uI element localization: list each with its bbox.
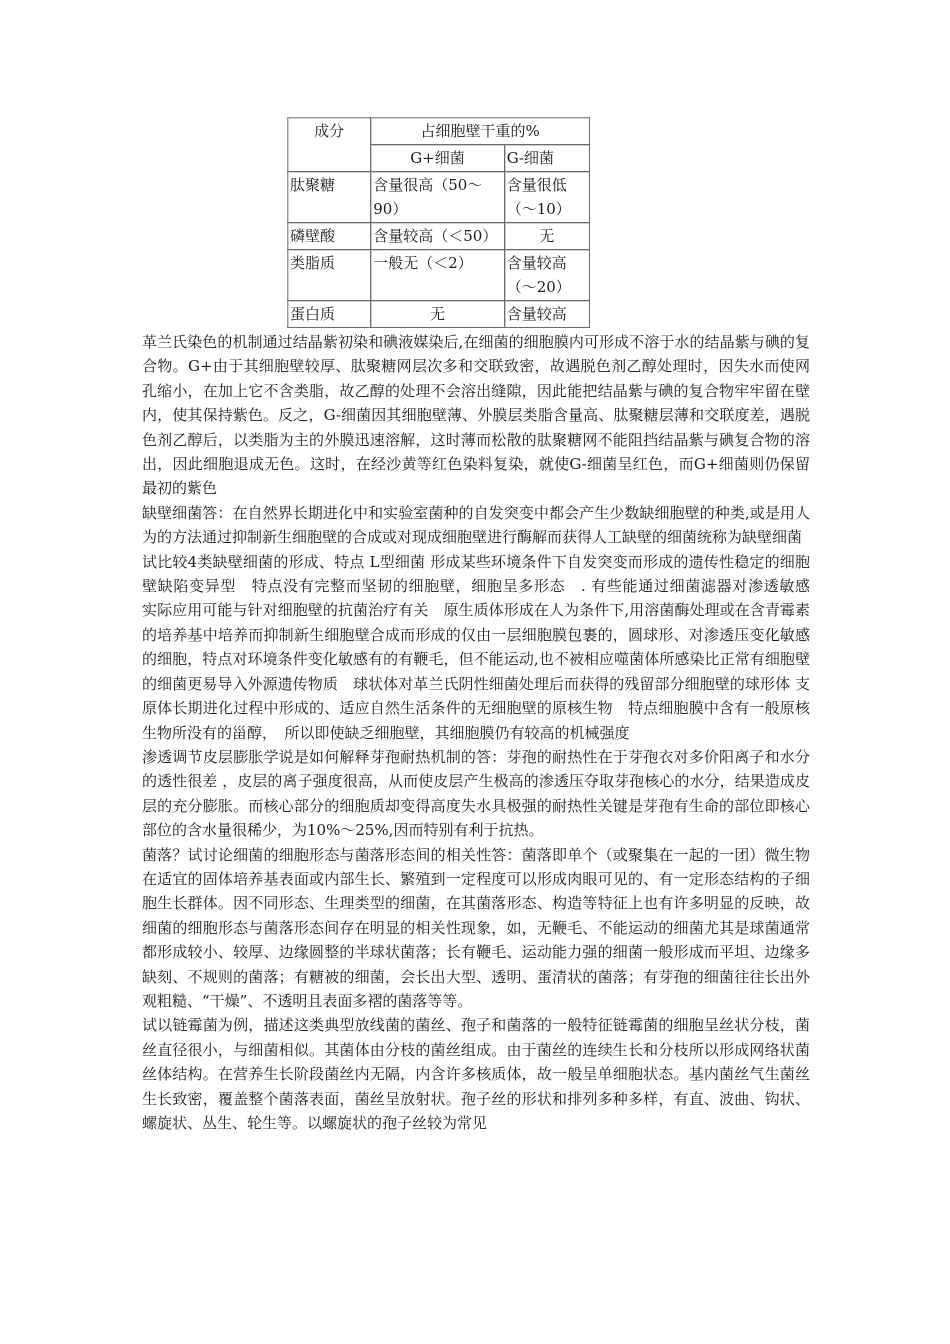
table-header-row — [288, 118, 590, 145]
paragraph-spore-heat-resistance: 渗透调节皮层膨胀学说是如何解释芽孢耐热机制的答：芽孢的耐热性在于芽孢衣对多价阳离子和水分的透性很差 ，皮层的离子强度很高，从而使皮层产生极高的渗透压夺取芽孢核心的水分，结果造成皮层的充分膨胀。而核心部分的细胞质却变得高度失水具极强的耐热性关键是芽孢有生命的部位即核心部位的含水量很稀少，为10%～25%,因而特别有利于抗热。 — [142, 747, 810, 840]
table-row — [288, 172, 590, 223]
header-component: 成分 — [288, 118, 371, 172]
table-row — [288, 301, 590, 328]
row-gneg: 含量较高 — [504, 301, 589, 328]
paragraph-cell-wall-deficient: 缺壁细菌答：在自然界长期进化中和实验室菌种的自发突变中都会产生少数缺细胞壁的种类,或是用人为的方法通过抑制新生细胞壁的合成或对现成细胞壁进行酶解而获得人工缺壁的细菌统称为缺壁细菌 — [142, 503, 810, 547]
row-gpos: 含量很高（50～90） — [371, 172, 504, 223]
row-gpos: 无 — [371, 301, 504, 328]
body-text — [142, 330, 826, 1135]
row-name: 类脂质 — [288, 250, 371, 301]
row-gpos: 含量较高（＜50） — [371, 223, 504, 250]
header-percent: 占细胞壁干重的% — [371, 118, 590, 145]
row-name: 肽聚糖 — [288, 172, 371, 223]
row-name: 蛋白质 — [288, 301, 371, 328]
row-gneg: 无 — [504, 223, 589, 250]
row-gneg: 含量很低（～10） — [504, 172, 589, 223]
paragraph-colony-morphology: 菌落？试讨论细菌的细胞形态与菌落形态间的相关性答：菌落即单个（或聚集在一起的一团）微生物在适宜的固体培养基表面或内部生长、繁殖到一定程度可以形成肉眼可见的、有一定形态结构的子细胞生长群体。因不同形态、生理类型的细菌，在其菌落形态、构造等特征上也有许多明显的反映，故细菌的细胞形态与菌落形态间存在明显的相关性现象，如，无鞭毛、不能运动的细菌尤其是球菌通常都形成较小、较厚、边缘圆整的半球状菌落；长有鞭毛、运动能力强的细菌一般形成而平坦、边缘多缺刻、不规则的菌落；有糖被的细菌，会长出大型、透明、蛋清状的菌落；有芽孢的细菌往往长出外观粗糙、“干燥”、不透明且表面多褶的菌落等等。 — [142, 845, 810, 1010]
header-gram-positive: G+细菌 — [371, 145, 504, 172]
row-name: 磷壁酸 — [288, 223, 371, 250]
row-gneg: 含量较高（～20） — [504, 250, 589, 301]
paragraph-gram-stain: 革兰氏染色的机制通过结晶紫初染和碘液媒染后,在细菌的细胞膜内可形成不溶于水的结晶紫与碘的复合物。G+由于其细胞壁较厚、肽聚糖网层次多和交联致密，故遇脱色剂乙醇处理时，因失水而使网孔缩小，在加上它不含类脂，故乙醇的处理不会溶出缝隙，因此能把结晶紫与碘的复合物牢牢留在壁内，使其保持紫色。反之，G-细菌因其细胞壁薄、外膜层类脂含量高、肽聚糖层薄和交联度差，遇脱色剂乙醇后，以类脂为主的外膜迅速溶解，这时薄而松散的肽聚糖网不能阻挡结晶紫与碘复合物的溶出，因此细胞退成无色。这时，在经沙黄等红色染料复染，就使G-细菌呈红色，而G+细菌则仍保留最初的紫色 — [142, 333, 810, 498]
paragraph-streptomyces: 试以链霉菌为例，描述这类典型放线菌的菌丝、孢子和菌落的一般特征链霉菌的细胞呈丝状分枝，菌丝直径很小，与细菌相似。其菌体由分枝的菌丝组成。由于菌丝的连续生长和分枝所以形成网络状菌丝体结构。在营养生长阶段菌丝内无隔，内含许多核质体，故一般呈单细胞状态。基内菌丝气生菌丝生长致密，覆盖整个菌落表面，菌丝呈放射状。孢子丝的形状和排列多种多样，有直、波曲、钩状、螺旋状、丛生、轮生等。以螺旋状的孢子丝较为常见 — [142, 1016, 810, 1132]
table-row — [288, 223, 590, 250]
header-gram-negative: G-细菌 — [504, 145, 589, 172]
row-gpos: 一般无（＜2） — [371, 250, 504, 301]
table-row — [288, 250, 590, 301]
paragraph-four-types: 试比较4类缺壁细菌的形成、特点 L型细菌 形成某些环境条件下自发突变而形成的遗传性稳定的细胞壁缺陷变异型 特点没有完整而坚韧的细胞壁，细胞呈多形态 . 有些能通过细菌滤器对渗透敏感 实际应用可能与针对细胞壁的抗菌治疗有关 原生质体形成在人为条件下,用溶菌酶处理或在含青霉素的培养基中培养而抑制新生细胞壁合成而形成的仅由一层细胞膜包裹的，圆球形、对渗透压变化敏感的细胞，特点对环境条件变化敏感有的有鞭毛，但不能运动,也不被相应噬菌体所感染比正常有细胞壁的细菌更易导入外源遗传物质 球状体对革兰氏阴性细菌处理后而获得的残留部分细胞壁的球形体 支原体长期进化过程中形成的、适应自然生活条件的无细胞壁的原核生物 特点细胞膜中含有一般原核生物所没有的甾醇， 所以即使缺乏细胞壁，其细胞膜仍有较高的机械强度 — [142, 552, 826, 742]
cell-wall-composition-table — [287, 117, 590, 328]
